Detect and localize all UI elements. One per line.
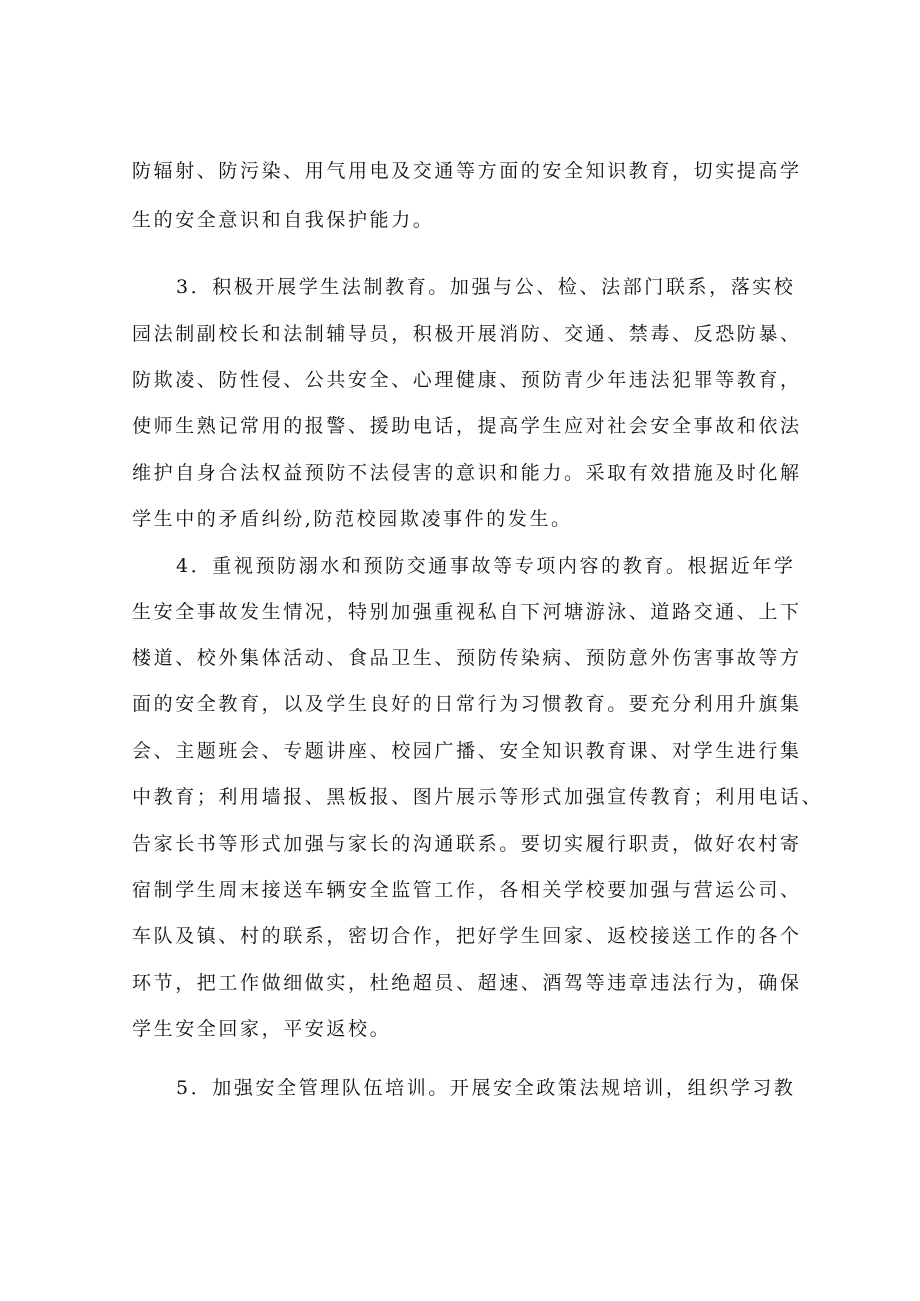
text-line: 园法制副校长和法制辅导员，积极开展消防、交通、禁毒、反恐防暴、: [132, 323, 802, 345]
text-line: 防辐射、防污染、用气用电及交通等方面的安全知识教育，切实提高学: [132, 160, 802, 182]
text-line: 3．积极开展学生法制教育。加强与公、检、法部门联系，落实校: [176, 276, 796, 298]
text-line: 生安全事故发生情况，特别加强重视私自下河塘游泳、道路交通、上下: [132, 601, 802, 623]
text-line: 会、主题班会、专题讲座、校园广播、安全知识教育课、对学生进行集: [132, 740, 802, 762]
text-line: 4．重视预防溺水和预防交通事故等专项内容的教育。根据近年学: [176, 555, 796, 577]
text-line: 中教育；利用墙报、黑板报、图片展示等形式加强宣传教育；利用电话、: [132, 786, 824, 808]
text-line: 楼道、校外集体活动、食品卫生、预防传染病、预防意外伤害事故等方: [132, 647, 802, 669]
text-line: 学生安全回家，平安返校。: [132, 1018, 392, 1040]
text-line: 车队及镇、村的联系，密切合作，把好学生回家、返校接送工作的各个: [132, 925, 802, 947]
text-line: 5．加强安全管理队伍培训。开展安全政策法规培训，组织学习教: [176, 1077, 796, 1099]
text-line: 环节，把工作做细做实，杜绝超员、超速、酒驾等违章违法行为，确保: [132, 972, 802, 994]
text-line: 生的安全意识和自我保护能力。: [132, 209, 435, 231]
text-line: 防欺凌、防性侵、公共安全、心理健康、预防青少年违法犯罪等教育，: [132, 369, 802, 391]
text-line: 学生中的矛盾纠纷,防范校园欺凌事件的发生。: [132, 508, 573, 530]
text-line: 告家长书等形式加强与家长的沟通联系。要切实履行职责，做好农村寄: [132, 833, 802, 855]
text-line: 宿制学生周末接送车辆安全监管工作，各相关学校要加强与营运公司、: [132, 879, 802, 901]
text-line: 面的安全教育，以及学生良好的日常行为习惯教育。要充分利用升旗集: [132, 693, 802, 715]
text-line: 维护自身合法权益预防不法侵害的意识和能力。采取有效措施及时化解: [132, 462, 802, 484]
text-line: 使师生熟记常用的报警、援助电话，提高学生应对社会安全事故和依法: [132, 415, 802, 437]
